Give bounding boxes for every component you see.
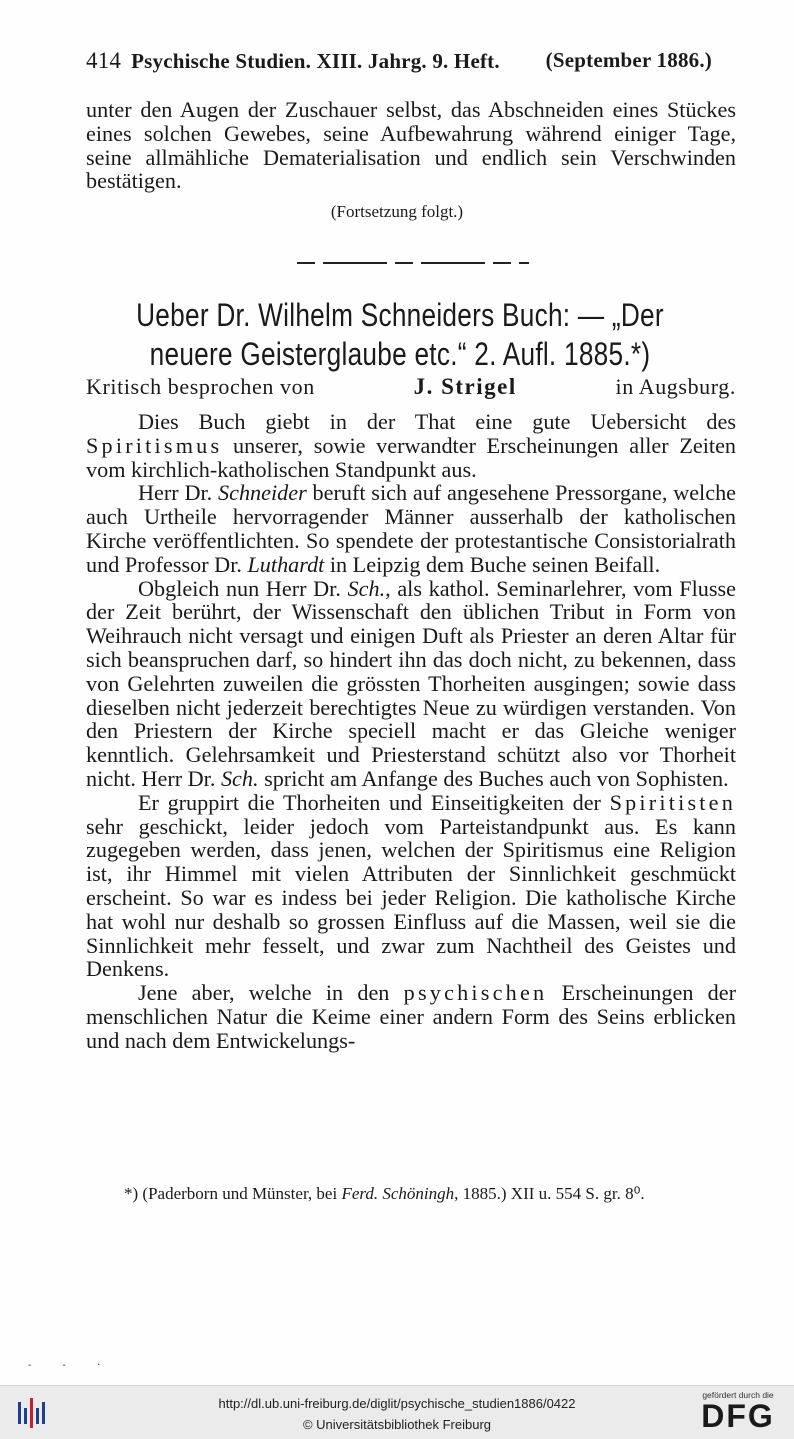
- spaced-term: psychischen: [403, 980, 548, 1006]
- byline: [86, 374, 736, 400]
- running-title: Psychische Studien. XIII. Jahrg. 9. Heft.: [131, 49, 500, 73]
- paragraph: unter den Augen der Zuschauer selbst, das Abschneiden eines Stückes eines solchen Gewebes, seine Aufbewahrung während einiger Tage, seine allmähliche Dematerialisation und endlich sein Verschwinden bestätigen.: [86, 97, 736, 194]
- paragraph: [86, 481, 736, 576]
- text-run: Erscheinungen der menschlichen Natur die Keime einer andern Form des Seins erblicken und nach dem Entwickelungs-: [86, 980, 737, 1053]
- running-header: [86, 48, 712, 74]
- footnote-text: [86, 1182, 736, 1205]
- person-name: Luthardt: [247, 551, 325, 577]
- dfg-caption: gefördert durch die: [702, 1390, 774, 1400]
- viewer-footer: [0, 1385, 794, 1439]
- text-run: , 1885.) XII u. 554 S. gr. 8⁰.: [454, 1184, 645, 1203]
- text-run: Obgleich nun Herr Dr.: [138, 575, 341, 601]
- article-title: [121, 296, 679, 374]
- byline-suffix: in Augsburg.: [615, 374, 736, 399]
- text-run: sehr geschickt, leider jedoch vom Parteistandpunkt aus. Es kann zugegeben werden, dass jenen, welchen der Spiritismus eine Religion ist, ihr Himmel mit vielen Attributen der Sinnlichkeit geschmückt erscheint. So war es indess bei jeder Religion. Die katholische Kirche hat wohl nur deshalb so grossen Einfluss auf die Massen, weil sie die Sinnlichkeit mehr fesselt, und zwar zum Nachtheil des Geistes und Denkens.: [86, 813, 736, 982]
- text-run: , als kathol. Seminarlehrer, vom Flusse der Zeit berührt, der Wissenschaft den üblichen Tribut in Form von Weihrauch nicht versagt und einigen Duft als Priester an deren Altar für sich beanspruchen darf, so hindert ihn das doch nicht, zu bekennen, dass von Gelehrten zuweilen die grössten Thorheiten ausgingen; sowie dass dieselben nicht jederzeit berechtigtes Neue zu würdigen verstanden. Von den Priestern der Kirche speciell macht er das Gleiche weniger kenntlich. Gelehrsamkeit und Priesterstand schützt also vor Thorheit nicht. Herr Dr.: [86, 575, 736, 791]
- byline-prefix: Kritisch besprochen von: [86, 374, 315, 399]
- person-name: Sch.: [220, 765, 259, 791]
- text-run: *) (Paderborn und Münster, bei: [124, 1184, 338, 1203]
- section-divider: [297, 262, 529, 264]
- paragraph: [86, 791, 736, 981]
- text-run: Er gruppirt die Thorheiten und Einseitigkeiten der: [138, 789, 601, 815]
- person-name: Schneider: [218, 480, 307, 506]
- paragraph: [86, 410, 736, 481]
- issue-date: (September 1886.): [545, 48, 712, 72]
- text-run: Dies Buch giebt in der That eine gute Uebersicht des: [138, 409, 736, 434]
- spaced-term: Spiritisten: [609, 789, 736, 815]
- article-body: [86, 410, 736, 1053]
- text-run: spricht am Anfange des Buches auch von Sophisten.: [264, 765, 729, 791]
- text-run: Herr Dr.: [138, 480, 213, 506]
- permalink[interactable]: http://dl.ub.uni-freiburg.de/diglit/psychische_studien1886/0422: [218, 1396, 576, 1411]
- author-name: J. Strigel: [413, 374, 517, 399]
- dfg-logo: [692, 1390, 784, 1434]
- title-line: Ueber Dr. Wilhelm Schneiders Buch: — „Der: [136, 297, 664, 333]
- person-name: Sch.: [347, 575, 386, 601]
- page-number: 414: [86, 48, 122, 73]
- publisher-name: Ferd. Schöningh: [341, 1184, 455, 1203]
- scan-marks: - - ·: [28, 1360, 115, 1371]
- dfg-wordmark: DFG: [701, 1398, 775, 1434]
- text-run: in Leipzig dem Buche seinen Beifall.: [329, 551, 661, 577]
- continuation-note: (Fortsetzung folgt.): [330, 202, 464, 221]
- copyright-notice: © Universitätsbibliothek Freiburg: [302, 1417, 492, 1432]
- previous-article-ending: [86, 98, 736, 193]
- paragraph: [86, 577, 736, 791]
- footnote: [86, 1182, 736, 1205]
- spaced-term: Spiritismus: [86, 432, 223, 458]
- paragraph: [86, 981, 736, 1052]
- text-run: unserer, sowie verwandter Erscheinungen aller Zeiten vom kirchlich-katholischen Standpunkt aus.: [86, 432, 737, 482]
- title-line: neuere Geisterglaube etc.“ 2. Aufl. 1885.*): [149, 336, 651, 372]
- text-run: Jene aber, welche in den: [138, 980, 390, 1006]
- text-run: beruft sich auf angesehene Pressorgane, welche auch Urtheile hervorragender Männer ausserhalb der katholischen Kirche veröffentlichten. So spendete der protestantische Consistorialrath und Professor Dr.: [86, 480, 737, 577]
